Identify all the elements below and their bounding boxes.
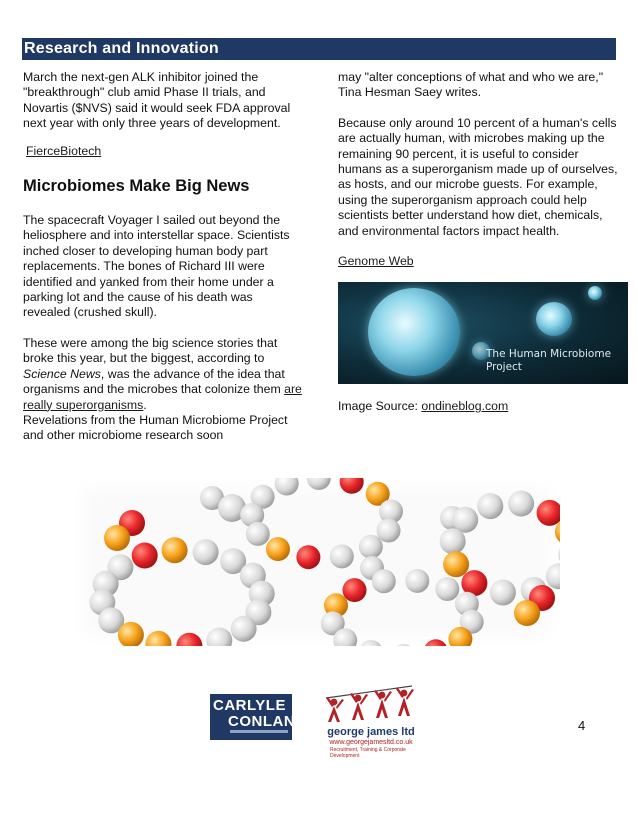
left-paragraph-2: The spacecraft Voyager I sailed out beyond the heliosphere and into interstellar space. Scientists inched closer to developing human body part replacements. The bones of Richard III were identified and yanked from their home under a parking lot and the cause of his death was revealed (crushed skull). [23, 213, 290, 320]
molecule-atom [340, 478, 364, 494]
molecule-atom [193, 539, 219, 565]
molecule-atom [440, 528, 466, 554]
molecule-atom [443, 551, 469, 577]
george-james-tagline: Recruitment, Training & Corporate Development [330, 747, 406, 759]
molecule-atom [377, 519, 401, 543]
molecule-atom [162, 537, 188, 563]
molecule-atom [104, 525, 130, 551]
figures-icon [316, 682, 428, 728]
section-header: Research and Innovation [22, 38, 616, 60]
left-paragraph-3: These were among the big science stories that broke this year, but the biggest, according to Science News, was the advance of the idea that organisms and the microbes that colonize them are really superorganisms. [23, 335, 302, 412]
molecule-atom [392, 644, 416, 646]
molecule-atom [435, 577, 459, 601]
molecule-atom [372, 569, 396, 593]
microbe-graphic [368, 288, 460, 376]
science-news-title: Science News [23, 366, 101, 381]
molecule-atom [307, 478, 331, 490]
left-paragraph-1: March the next-gen ALK inhibitor joined the "breakthrough" club amid Phase II trials, and Novartis ($NVS) said it would seek FDA approval next year with only three years of development. [23, 70, 291, 131]
molecule-atom [537, 500, 560, 526]
george-james-logo [316, 682, 428, 764]
molecule-atom [266, 537, 290, 561]
molecule-atom [514, 600, 540, 626]
right-paragraph-2: Because only around 10 percent of a human's cells are actually human, with microbes making up the remaining 90 percent, it is useful to consider humans as a superorganism made up of ourselves, as hosts, and our microbe guests. For example, using the superorganism approach could help scientists better understand how diet, chemicals, and environmental factors impact health. [338, 115, 618, 238]
left-paragraph-4: Revelations from the Human Microbiome Project and other microbiome research soon [23, 412, 288, 443]
molecule-atom [296, 545, 320, 569]
molecule-atom [343, 578, 367, 602]
molecule-atom [405, 569, 429, 593]
ondineblog-link[interactable]: ondineblog.com [421, 399, 509, 413]
microbe-graphic [536, 302, 572, 336]
george-james-name: george james ltd [327, 726, 415, 738]
molecule-atom [176, 633, 202, 646]
molecule-atom [359, 535, 383, 559]
molecule-atom [330, 544, 354, 568]
right-column [338, 70, 620, 269]
fiercebiotech-link[interactable]: FierceBiotech [26, 143, 102, 158]
molecule-atom [546, 563, 560, 589]
right-paragraph-1: may "alter conceptions of what and who we are," Tina Hesman Saey writes. [338, 70, 604, 100]
image-source [338, 399, 508, 414]
microbiome-image-caption: The Human Microbiome Project [486, 348, 612, 373]
carlyle-conlan-logo: CARLYLE CONLAN [210, 694, 292, 740]
molecule-atom [508, 491, 534, 517]
molecule-atom [231, 616, 257, 642]
molecule-atom [275, 478, 299, 496]
molecule-atom [424, 639, 448, 646]
molecule-image [72, 478, 560, 646]
image-source-label: Image Source: [338, 399, 422, 413]
molecule-structure-graphic [72, 478, 560, 646]
molecule-atom [490, 580, 516, 606]
left-column [23, 70, 303, 444]
molecule-atom [359, 640, 383, 646]
molecule-atom [145, 631, 171, 646]
george-james-website: www.georgejamesltd.co.uk [329, 739, 413, 746]
microbe-graphic [588, 286, 602, 300]
article-subheading: Microbiomes Make Big News [23, 177, 250, 196]
molecule-atom [132, 543, 158, 569]
molecule-atom [206, 628, 232, 647]
molecule-atom [246, 522, 270, 546]
genome-web-link[interactable]: Genome Web [338, 254, 414, 269]
molecule-atom [477, 493, 503, 519]
microbiome-image [338, 282, 628, 384]
superorganisms-link[interactable]: are really superorganisms [23, 382, 302, 412]
page-number: 4 [578, 718, 586, 733]
